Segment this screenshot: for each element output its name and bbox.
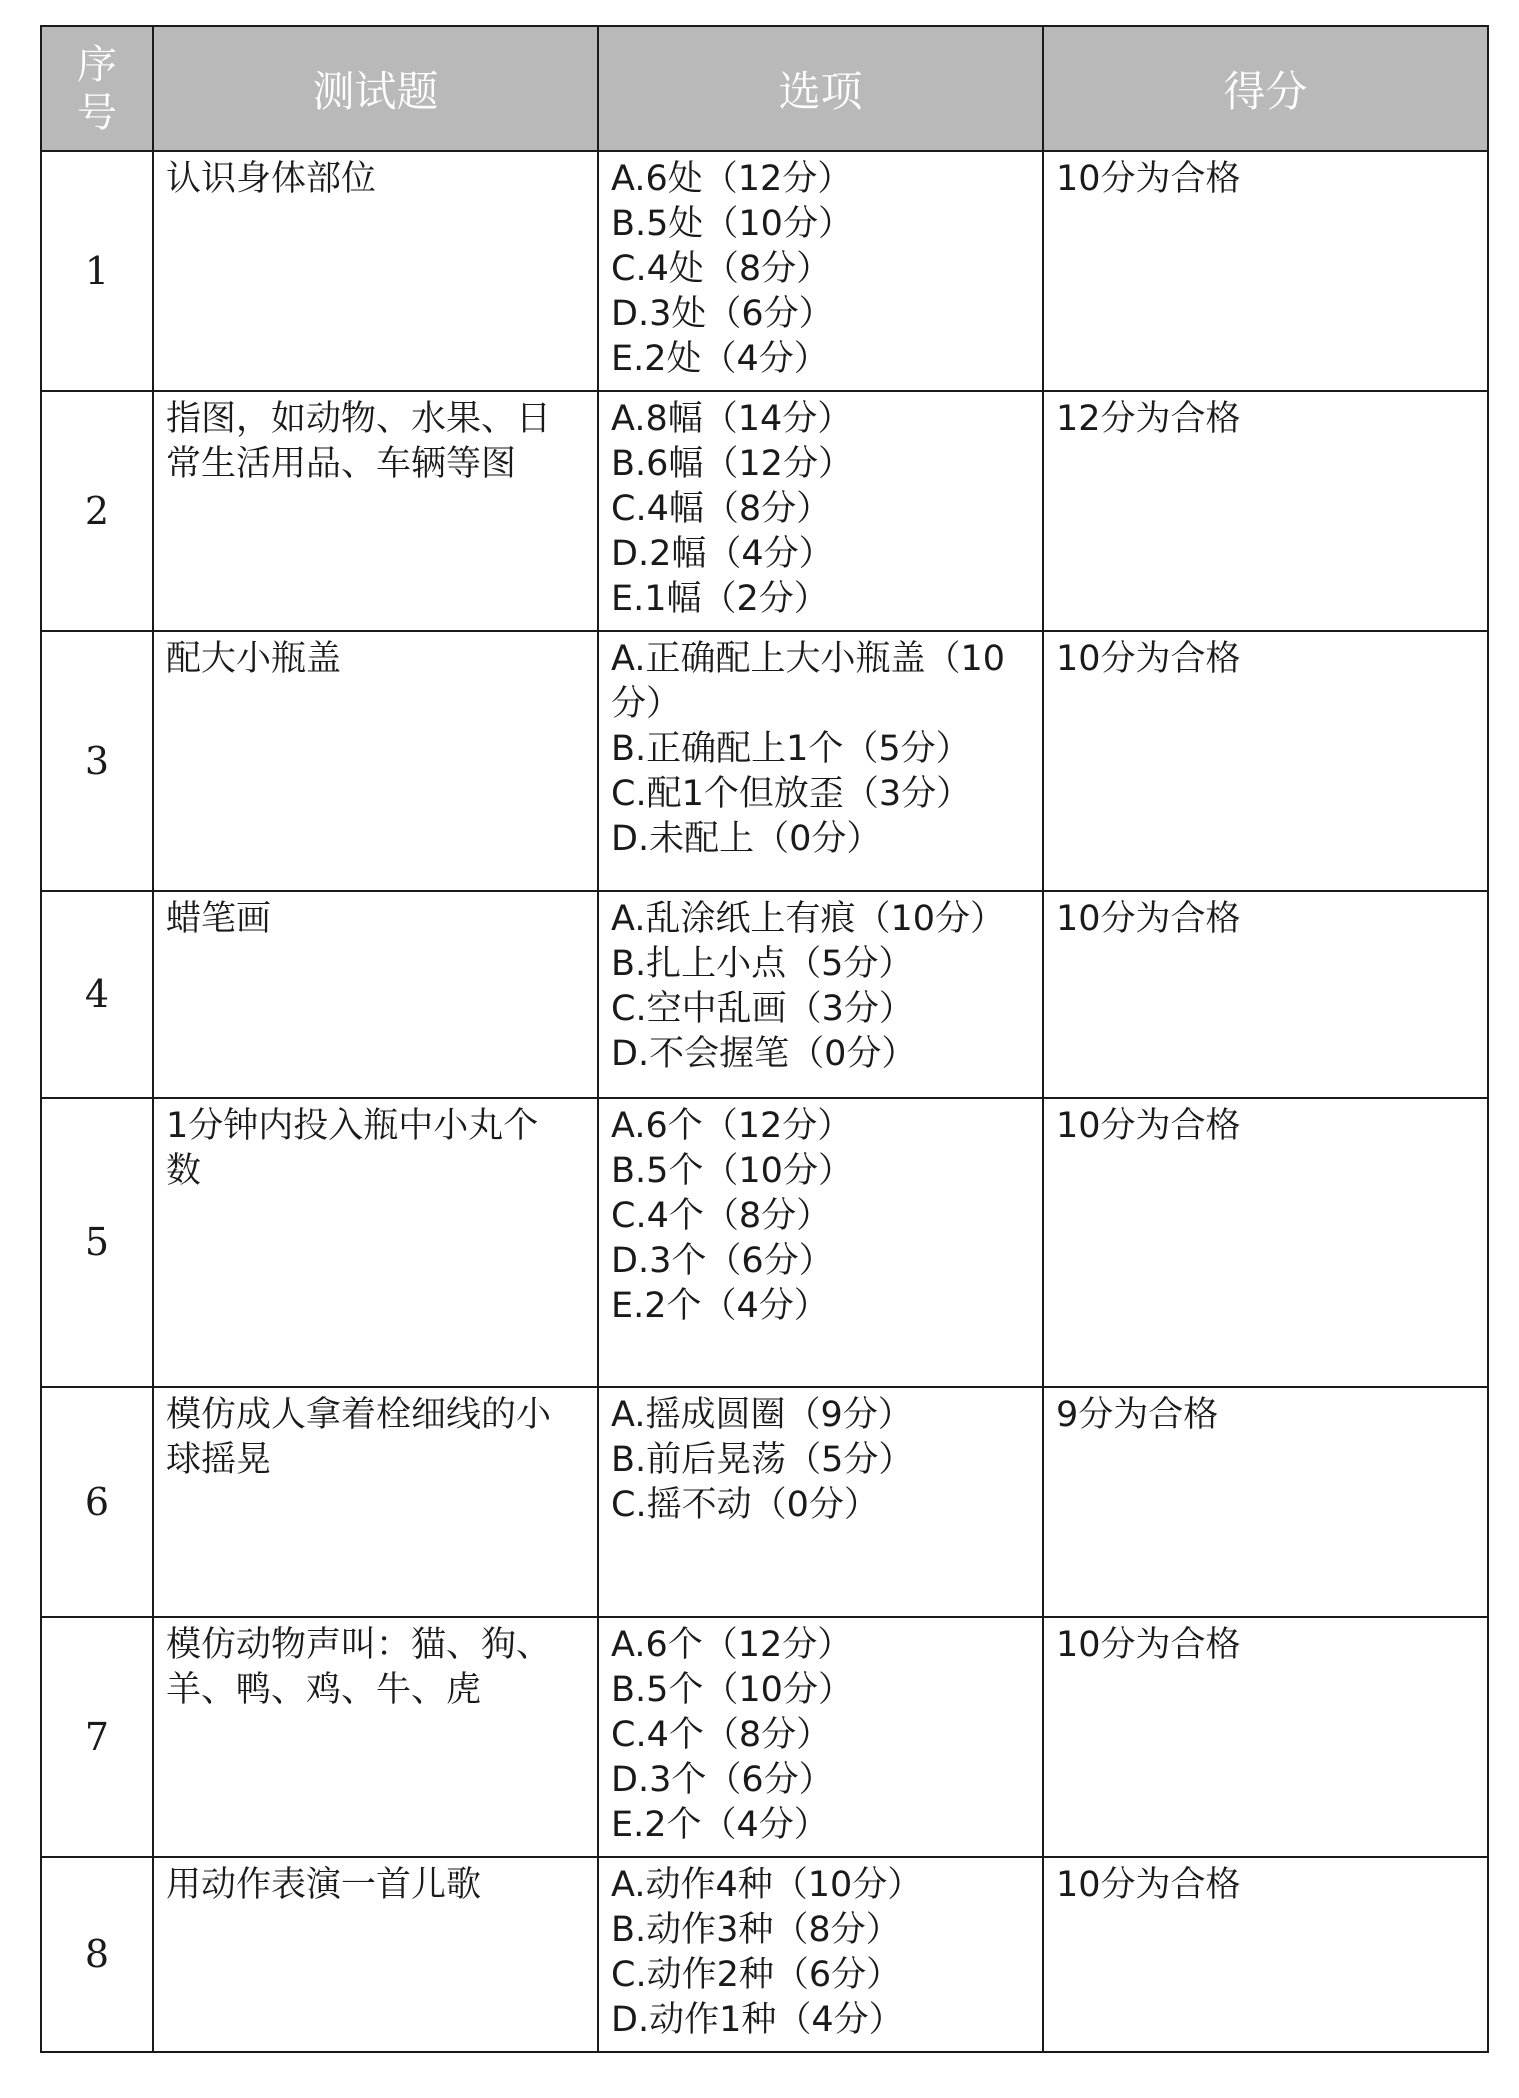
table-row <box>41 1857 1488 2052</box>
option-item: B.5个（10分） <box>611 1670 853 1710</box>
options-cell <box>598 151 1043 391</box>
option-item: D.3个（6分） <box>611 1241 834 1281</box>
question-line: 常生活用品、车辆等图 <box>166 444 517 484</box>
option-item: D.3处（6分） <box>611 294 834 334</box>
row-number: 4 <box>41 891 153 1098</box>
score-cell: 10分为合格 <box>1043 1857 1488 2052</box>
option-item: B.前后晃荡（5分） <box>611 1440 914 1480</box>
option-item: A.乱涂纸上有痕（10分） <box>611 899 1005 939</box>
option-item: C.4幅（8分） <box>611 489 832 529</box>
option-item: B.扎上小点（5分） <box>611 944 914 984</box>
option-item: A.正确配上大小瓶盖（10 <box>611 639 1005 679</box>
question-line: 1分钟内投入瓶中小丸个 <box>166 1106 539 1146</box>
score-cell: 10分为合格 <box>1043 151 1488 391</box>
table-row <box>41 631 1488 891</box>
option-item: D.3个（6分） <box>611 1760 834 1800</box>
question-cell: 用动作表演一首儿歌 <box>153 1857 598 2052</box>
option-item: A.6个（12分） <box>611 1106 853 1146</box>
question-line: 数 <box>166 1151 202 1191</box>
row-number: 2 <box>41 391 153 631</box>
option-item: C.动作2种（6分） <box>611 1955 902 1995</box>
row-number: 3 <box>41 631 153 891</box>
option-item: A.8幅（14分） <box>611 399 853 439</box>
header-row <box>41 26 1488 151</box>
question-line: 球摇晃 <box>166 1440 272 1480</box>
option-item: C.摇不动（0分） <box>611 1485 879 1525</box>
option-item: A.6处（12分） <box>611 159 853 199</box>
question-line: 模仿动物声叫：猫、狗、 <box>166 1625 552 1665</box>
score-cell: 9分为合格 <box>1043 1387 1488 1617</box>
options-cell <box>598 631 1043 891</box>
question-cell: 认识身体部位 <box>153 151 598 391</box>
option-item: C.空中乱画（3分） <box>611 989 914 1029</box>
option-item: B.5个（10分） <box>611 1151 853 1191</box>
option-item: E.2处（4分） <box>611 339 829 379</box>
score-table <box>40 25 1489 2053</box>
option-item: B.6幅（12分） <box>611 444 853 484</box>
option-item: C.4个（8分） <box>611 1715 832 1755</box>
option-item: C.配1个但放歪（3分） <box>611 774 972 814</box>
question-line: 模仿成人拿着栓细线的小 <box>166 1395 552 1435</box>
table-row <box>41 891 1488 1098</box>
option-item: D.不会握笔（0分） <box>611 1034 917 1074</box>
option-item: A.摇成圆圈（9分） <box>611 1395 913 1435</box>
header-no: 序号 <box>41 26 153 151</box>
option-item: C.4处（8分） <box>611 249 832 289</box>
option-item: D.未配上（0分） <box>611 819 882 859</box>
question-cell: 蜡笔画 <box>153 891 598 1098</box>
table-row <box>41 391 1488 631</box>
row-number: 8 <box>41 1857 153 2052</box>
option-item: B.动作3种（8分） <box>611 1910 901 1950</box>
question-cell <box>153 1617 598 1857</box>
option-item: C.4个（8分） <box>611 1196 832 1236</box>
score-cell: 10分为合格 <box>1043 1617 1488 1857</box>
option-item: D.2幅（4分） <box>611 534 834 574</box>
row-number: 1 <box>41 151 153 391</box>
option-item: D.动作1种（4分） <box>611 2000 904 2040</box>
table-row <box>41 151 1488 391</box>
table-row <box>41 1617 1488 1857</box>
options-cell <box>598 1387 1043 1617</box>
question-cell <box>153 391 598 631</box>
options-cell <box>598 1857 1043 2052</box>
question-cell: 配大小瓶盖 <box>153 631 598 891</box>
row-number: 6 <box>41 1387 153 1617</box>
table-row <box>41 1387 1488 1617</box>
options-cell <box>598 1617 1043 1857</box>
score-cell: 12分为合格 <box>1043 391 1488 631</box>
option-item: 分） <box>611 684 682 724</box>
score-cell: 10分为合格 <box>1043 1098 1488 1387</box>
header-question: 测试题 <box>153 26 598 151</box>
question-cell <box>153 1098 598 1387</box>
options-cell <box>598 1098 1043 1387</box>
question-line: 指图，如动物、水果、日 <box>166 399 552 439</box>
question-cell <box>153 1387 598 1617</box>
option-item: A.动作4种（10分） <box>611 1865 923 1905</box>
options-cell <box>598 891 1043 1098</box>
score-cell: 10分为合格 <box>1043 631 1488 891</box>
header-options: 选项 <box>598 26 1043 151</box>
option-item: E.1幅（2分） <box>611 579 829 619</box>
table-row <box>41 1098 1488 1387</box>
option-item: E.2个（4分） <box>611 1805 829 1845</box>
header-score: 得分 <box>1043 26 1488 151</box>
question-line: 羊、鸭、鸡、牛、虎 <box>166 1670 482 1710</box>
row-number: 5 <box>41 1098 153 1387</box>
option-item: E.2个（4分） <box>611 1286 829 1326</box>
score-cell: 10分为合格 <box>1043 891 1488 1098</box>
options-cell <box>598 391 1043 631</box>
option-item: A.6个（12分） <box>611 1625 853 1665</box>
option-item: B.5处（10分） <box>611 204 853 244</box>
row-number: 7 <box>41 1617 153 1857</box>
option-item: B.正确配上1个（5分） <box>611 729 971 769</box>
